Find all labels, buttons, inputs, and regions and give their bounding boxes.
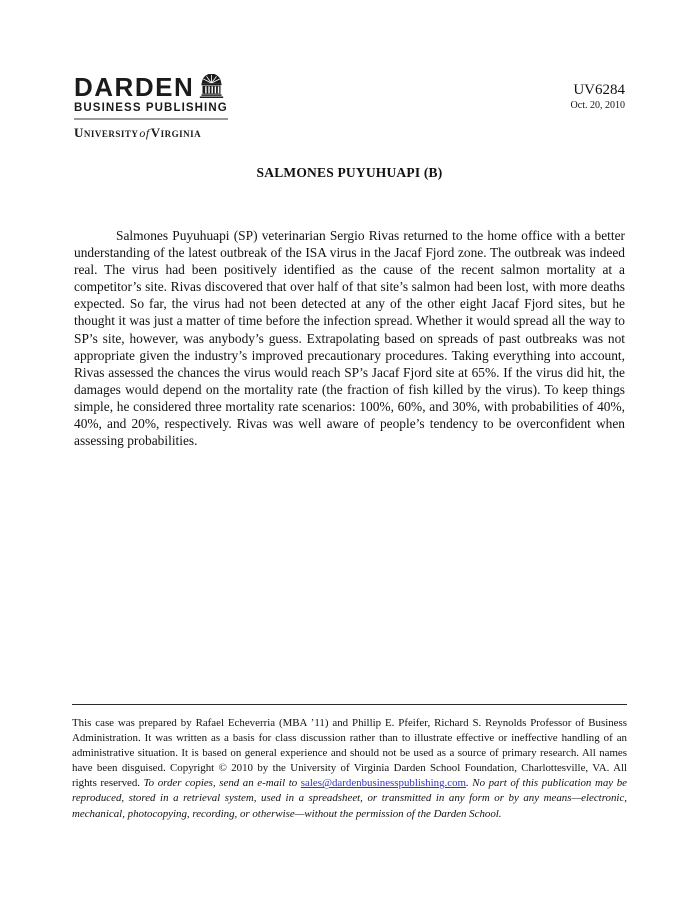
university-word: University [74,125,139,140]
rotunda-icon [199,74,224,99]
doc-id-block [571,74,625,112]
footer-order-copies-text: To order copies, send an e-mail to [143,777,301,790]
logo-divider-rule [74,118,228,120]
darden-logo [74,74,228,141]
body-paragraph: Salmones Puyuhuapi (SP) veterinarian Sergio Rivas returned to the home office with a better understanding of the latest outbreak of the ISA virus in the Jacaf Fjord zone. The outbreak was indeed real. The virus had been positively identified as the cause of the recent salmon mortality at a competitor’s site. Rivas discovered that over half of that site’s salmon had been lost, with more deaths expected. So far, the virus had not been detected at any of the other eight Jacaf Fjord sites, but he thought it was just a matter of time before the infection spread. Whether it would spread all the way to SP’s site, however, was anybody’s guess. Extrapolating based on spreads of past outbreaks was not appropriate given the industry’s improved precautionary procedures. Taking everything into account, Rivas assessed the chances the virus would reach SP’s Jacaf Fjord site at 65%. If the virus did hit, the damages would depend on the mortality rate (the fraction of fish killed by the virus). To keep things simple, he considered three mortality rate scenarios: 100%, 60%, and 30%, with probabilities of 40%, 40%, and 20%, respectively. Rivas was well aware of people’s tendency to be overconfident when assessing probabilities. [74,228,625,449]
footer-rights-text: . No part of this publication may be reproduced, stored in a retrieval system, used in a spreadsheet, or transmitted in any form or by any means—electronic, mechanical, photocopying, recording, or otherwise—without the permission of the Darden School. [72,777,627,820]
email-link[interactable]: sales@dardenbusinesspublishing.com [300,777,466,790]
footer [72,704,627,822]
footer-credits-text: This case was prepared by Rafael Echeverria (MBA ’11) and Phillip E. Pfeifer, Richard S. Reynolds Professor of Business Administration. It was written as a basis for class discussion rather than to illustrate effective or ineffective handling of an administrative situation. It is based on general experience and should not be used as a source of primary research. All names have been disguised. Copyright © 2010 by the University of Virginia Darden School Foundation, Charlottesville, VA. All rights reserved. [72,717,627,790]
business-publishing-label: BUSINESS PUBLISHING [74,102,228,114]
page-header [74,74,625,141]
doc-date: Oct. 20, 2010 [570,100,625,111]
logo-top-row [74,74,228,100]
footer-text [72,716,627,822]
university-of-virginia-label [74,125,228,141]
darden-wordmark: DARDEN [74,72,195,102]
case-title: SALMONES PUYUHUAPI (B) [256,165,443,180]
doc-number: UV6284 [573,82,625,98]
of-word: of [139,126,150,140]
virginia-word: Virginia [150,125,202,140]
